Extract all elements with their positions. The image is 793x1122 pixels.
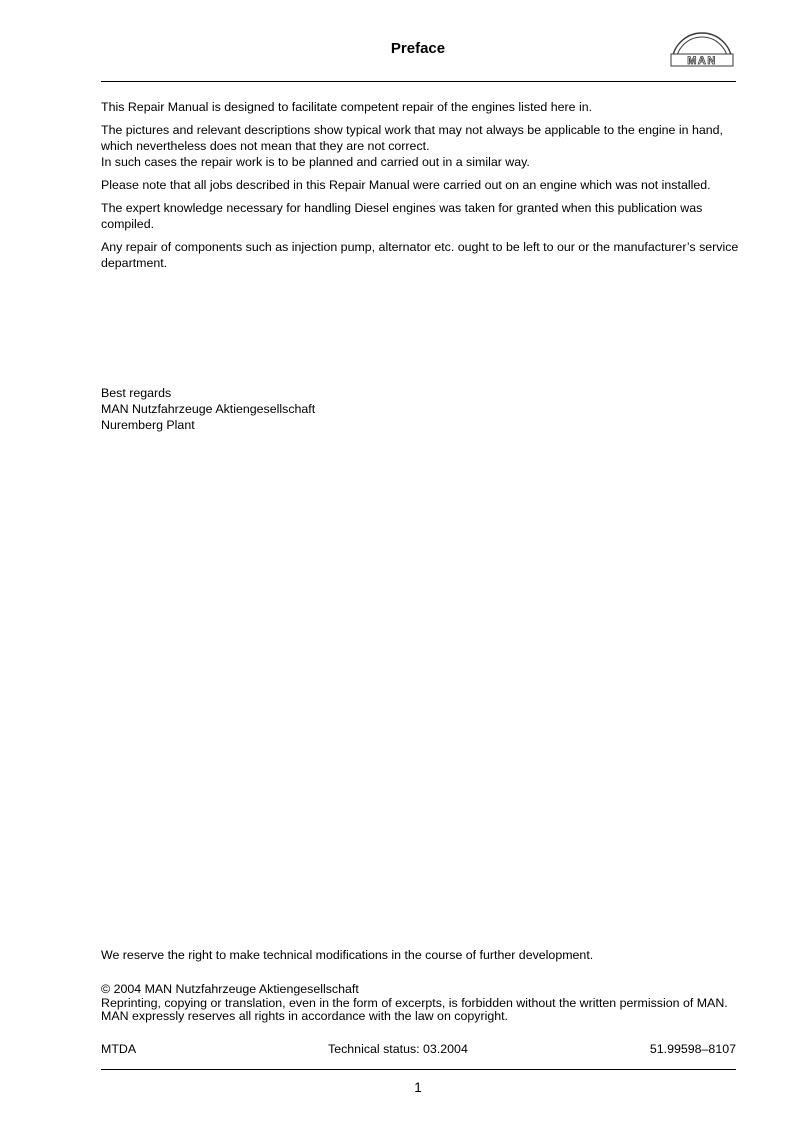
reserve-notice: We reserve the right to make technical modifications in the course of further development. xyxy=(101,948,594,962)
copyright-line: © 2004 MAN Nutzfahrzeuge Aktiengesellschaft xyxy=(101,982,359,996)
regards-block xyxy=(101,385,741,433)
man-logo xyxy=(668,29,736,69)
intro-text xyxy=(101,99,741,271)
regards-line: Best regards xyxy=(101,386,172,400)
copyright-notice: Reprinting, copying or translation, even in the form of excerpts, is forbidden without the written permission of MAN. MAN expressly reserves all rights in accordance with the law on copyright. xyxy=(101,995,728,1023)
regards-company: MAN Nutzfahrzeuge Aktiengesellschaft xyxy=(101,402,316,416)
page-number: 1 xyxy=(414,1080,422,1095)
logo-text: MAN xyxy=(687,55,717,67)
paragraph-expertise: The expert knowledge necessary for handling Diesel engines was taken for granted when this publication was compiled. xyxy=(101,201,703,231)
paragraph-pictures xyxy=(101,122,741,170)
paragraph-purpose: This Repair Manual is designed to facilitate competent repair of the engines listed here in. xyxy=(101,100,593,114)
paragraph-components: Any repair of components such as injection pump, alternator etc. ought to be left to our or the manufacturer’s service department. xyxy=(101,240,739,270)
header-divider xyxy=(101,81,736,82)
paragraph-installed: Please note that all jobs described in this Repair Manual were carried out on an engine which was not installed. xyxy=(101,178,711,192)
footer-document-number: 51.99598–8107 xyxy=(649,1042,736,1056)
page-title: Preface xyxy=(390,40,446,57)
footer-divider xyxy=(101,1069,736,1070)
footer-technical-status: Technical status: 03.2004 xyxy=(328,1042,468,1056)
footer-department: MTDA xyxy=(101,1042,137,1056)
regards-plant: Nuremberg Plant xyxy=(101,418,195,432)
paragraph-pictures-note: In such cases the repair work is to be planned and carried out in a similar way. xyxy=(101,155,530,169)
copyright-block xyxy=(101,983,741,1024)
paragraph-pictures-main: The pictures and relevant descriptions show typical work that may not always be applicable to the engine in hand, which nevertheless does not mean that they are not correct. xyxy=(101,123,723,153)
